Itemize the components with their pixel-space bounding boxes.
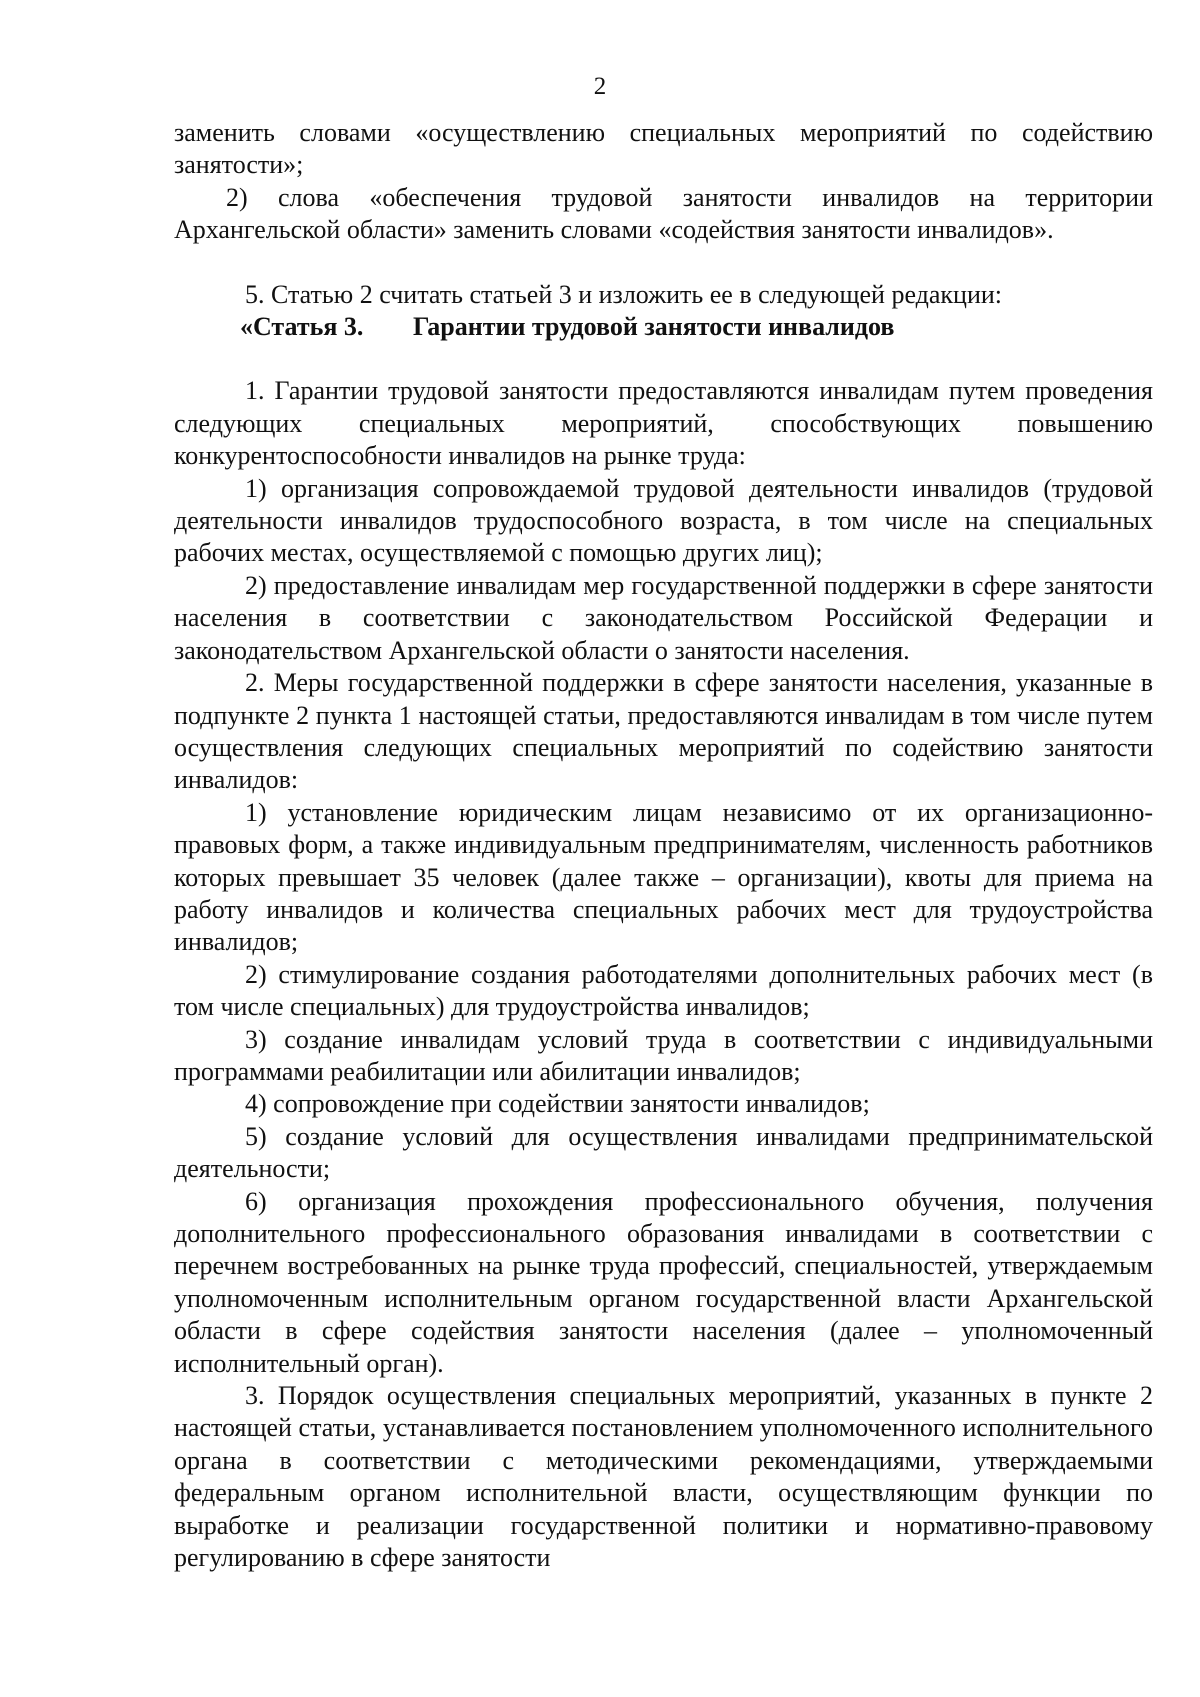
page-number: 2 xyxy=(593,73,607,100)
article-title: Гарантии трудовой занятости инвалидов xyxy=(413,312,895,342)
paragraph-article-point-2-sub-4: 4) сопровождение при содействии занятости инвалидов; xyxy=(245,1089,870,1119)
paragraph-amendment-2: 2) слова «обеспечения трудовой занятости инвалидов на территории Архангельской области» заменить словами «содействия занятости инвалидов». xyxy=(174,182,1153,245)
paragraph-article-point-3: 3. Порядок осуществления специальных мероприятий, указанных в пункте 2 настоящей статьи, устанавливается постановлением уполномоченного исполнительного органа в соответствии с методическими рекомендациями, утверждаемыми федеральным органом исполнительной власти, осуществляющим функции по выработке и реализации государственной политики и нормативно-правовому регулированию в сфере занятости xyxy=(174,1381,1153,1573)
paragraph-article-point-1-sub-2: 2) предоставление инвалидам мер государственной поддержки в сфере занятости населения в соответствии с законодательством Российской Федерации и законодательством Архангельской области о занятости населения. xyxy=(174,570,1153,665)
paragraph-article-point-2-sub-1: 1) установление юридическим лицам независимо от их организационно-правовых форм, а также индивидуальным предпринимателям, численность работников которых превышает 35 человек (далее также – организации), квоты для приема на работу инвалидов и количества специальных рабочих мест для трудоустройства инвалидов; xyxy=(174,797,1153,957)
paragraph-article-point-2-sub-5: 5) создание условий для осуществления инвалидами предпринимательской деятельности; xyxy=(174,1121,1153,1184)
article-number: «Статья 3. xyxy=(240,312,364,342)
paragraph-article-point-2-sub-6: 6) организация прохождения профессионального обучения, получения дополнительного профессионального образования инвалидами в соответствии с перечнем востребованных на рынке труда профессий, специальностей, утверждаемым уполномоченным исполнительным органом государственной власти Архангельской области в сфере содействия занятости населения (далее – уполномоченный исполнительный орган). xyxy=(174,1186,1153,1378)
paragraph-article-point-1-sub-1: 1) организация сопровождаемой трудовой деятельности инвалидов (трудовой деятельности инвалидов трудоспособного возраста, в том числе на специальных рабочих местах, осуществляемой с помощью других лиц); xyxy=(174,473,1153,568)
document-body xyxy=(174,117,1153,1574)
article-heading xyxy=(174,311,1153,343)
paragraph-article-point-2: 2. Меры государственной поддержки в сфере занятости населения, указанные в подпункте 2 пункта 1 настоящей статьи, предоставляются инвалидам в том числе путем осуществления следующих специальных мероприятий по содействию занятости инвалидов: xyxy=(174,668,1153,795)
paragraph-continuation: заменить словами «осуществлению специальных мероприятий по содействию занятости»; xyxy=(174,118,1153,180)
paragraph-article-point-2-sub-3: 3) создание инвалидам условий труда в соответствии с индивидуальными программами реабилитации или абилитации инвалидов; xyxy=(174,1024,1153,1086)
paragraph-article-point-1: 1. Гарантии трудовой занятости предоставляются инвалидам путем проведения следующих специальных мероприятий, способствующих повышению конкурентоспособности инвалидов на рынке труда: xyxy=(174,376,1153,471)
paragraph-article-point-2-sub-2: 2) стимулирование создания работодателями дополнительных рабочих мест (в том числе специальных) для трудоустройства инвалидов; xyxy=(174,959,1153,1022)
paragraph-amendment-5: 5. Статью 2 считать статьей 3 и изложить ее в следующей редакции: xyxy=(245,279,1003,309)
